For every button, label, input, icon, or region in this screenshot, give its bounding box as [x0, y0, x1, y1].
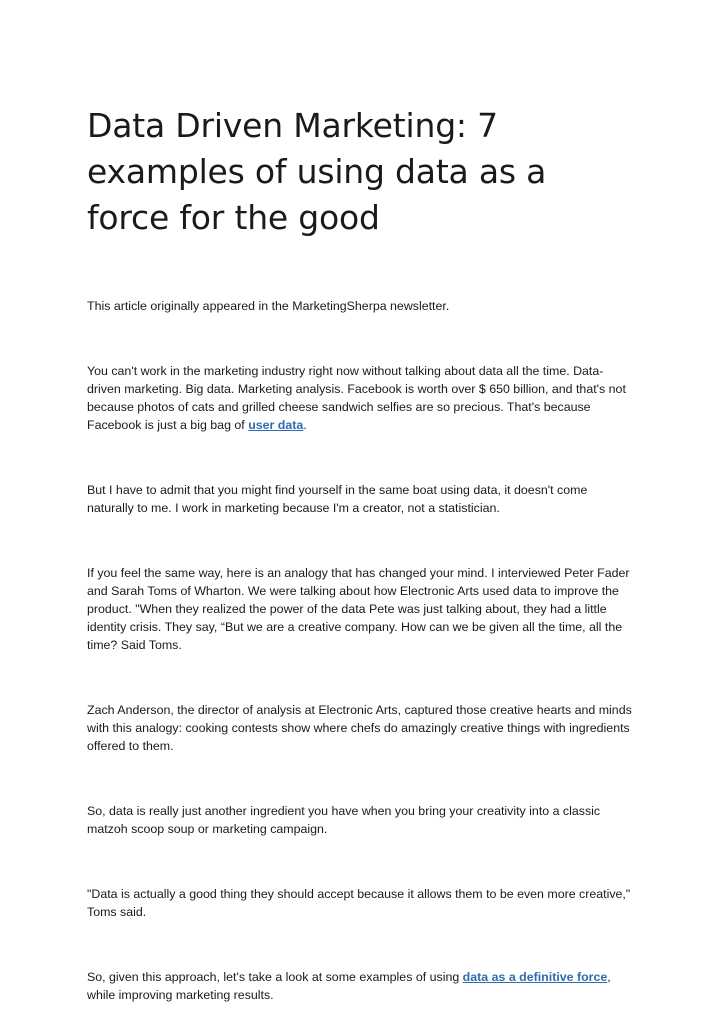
paragraph-1-tail: .	[303, 418, 307, 432]
paragraph-6: "Data is actually a good thing they should accept because it allows them to be even more creative," Toms said.	[87, 887, 631, 919]
page-title: Data Driven Marketing: 7 examples of using data as a force for the good	[87, 106, 547, 237]
intro-paragraph: This article originally appeared in the MarketingSherpa newsletter.	[87, 299, 450, 313]
paragraph-4: Zach Anderson, the director of analysis at Electronic Arts, captured those creative hearts and minds with this analogy: cooking contests show where chefs do amazingly creative things with ingredients offered to them.	[87, 703, 632, 753]
paragraph-1	[87, 362, 633, 434]
paragraph-7-text: So, given this approach, let's take a look at some examples of using	[87, 970, 463, 984]
paragraph-7	[87, 968, 633, 1004]
paragraph-1-text: You can't work in the marketing industry right now without talking about data all the time. Data-driven marketing. Big data. Marketing analysis. Facebook is worth over $ 650 billion, and that's not because photos of cats and grilled cheese sandwich selfies are so precious. That's because Facebook is just a big bag of	[87, 364, 626, 432]
paragraph-5: So, data is really just another ingredient you have when you bring your creativity into a classic matzoh scoop soup or marketing campaign.	[87, 804, 601, 836]
user-data-link[interactable]: user data	[248, 418, 304, 432]
paragraph-2: But I have to admit that you might find yourself in the same boat using data, it doesn't come naturally to me. I work in marketing because I'm a creator, not a statistician.	[87, 483, 588, 515]
paragraph-3: If you feel the same way, here is an analogy that has changed your mind. I interviewed Peter Fader and Sarah Toms of Wharton. We were talking about how Electronic Arts used data to improve the product. "When they realized the power of the data Pete was just talking about, they had a little identity crisis. They say, “But we are a creative company. How can we be given all the time, all the time? Said Toms.	[87, 566, 630, 652]
paragraph-7-tail: , while improving marketing results.	[87, 970, 611, 1002]
definitive-force-link[interactable]: data as a definitive force	[462, 970, 608, 984]
